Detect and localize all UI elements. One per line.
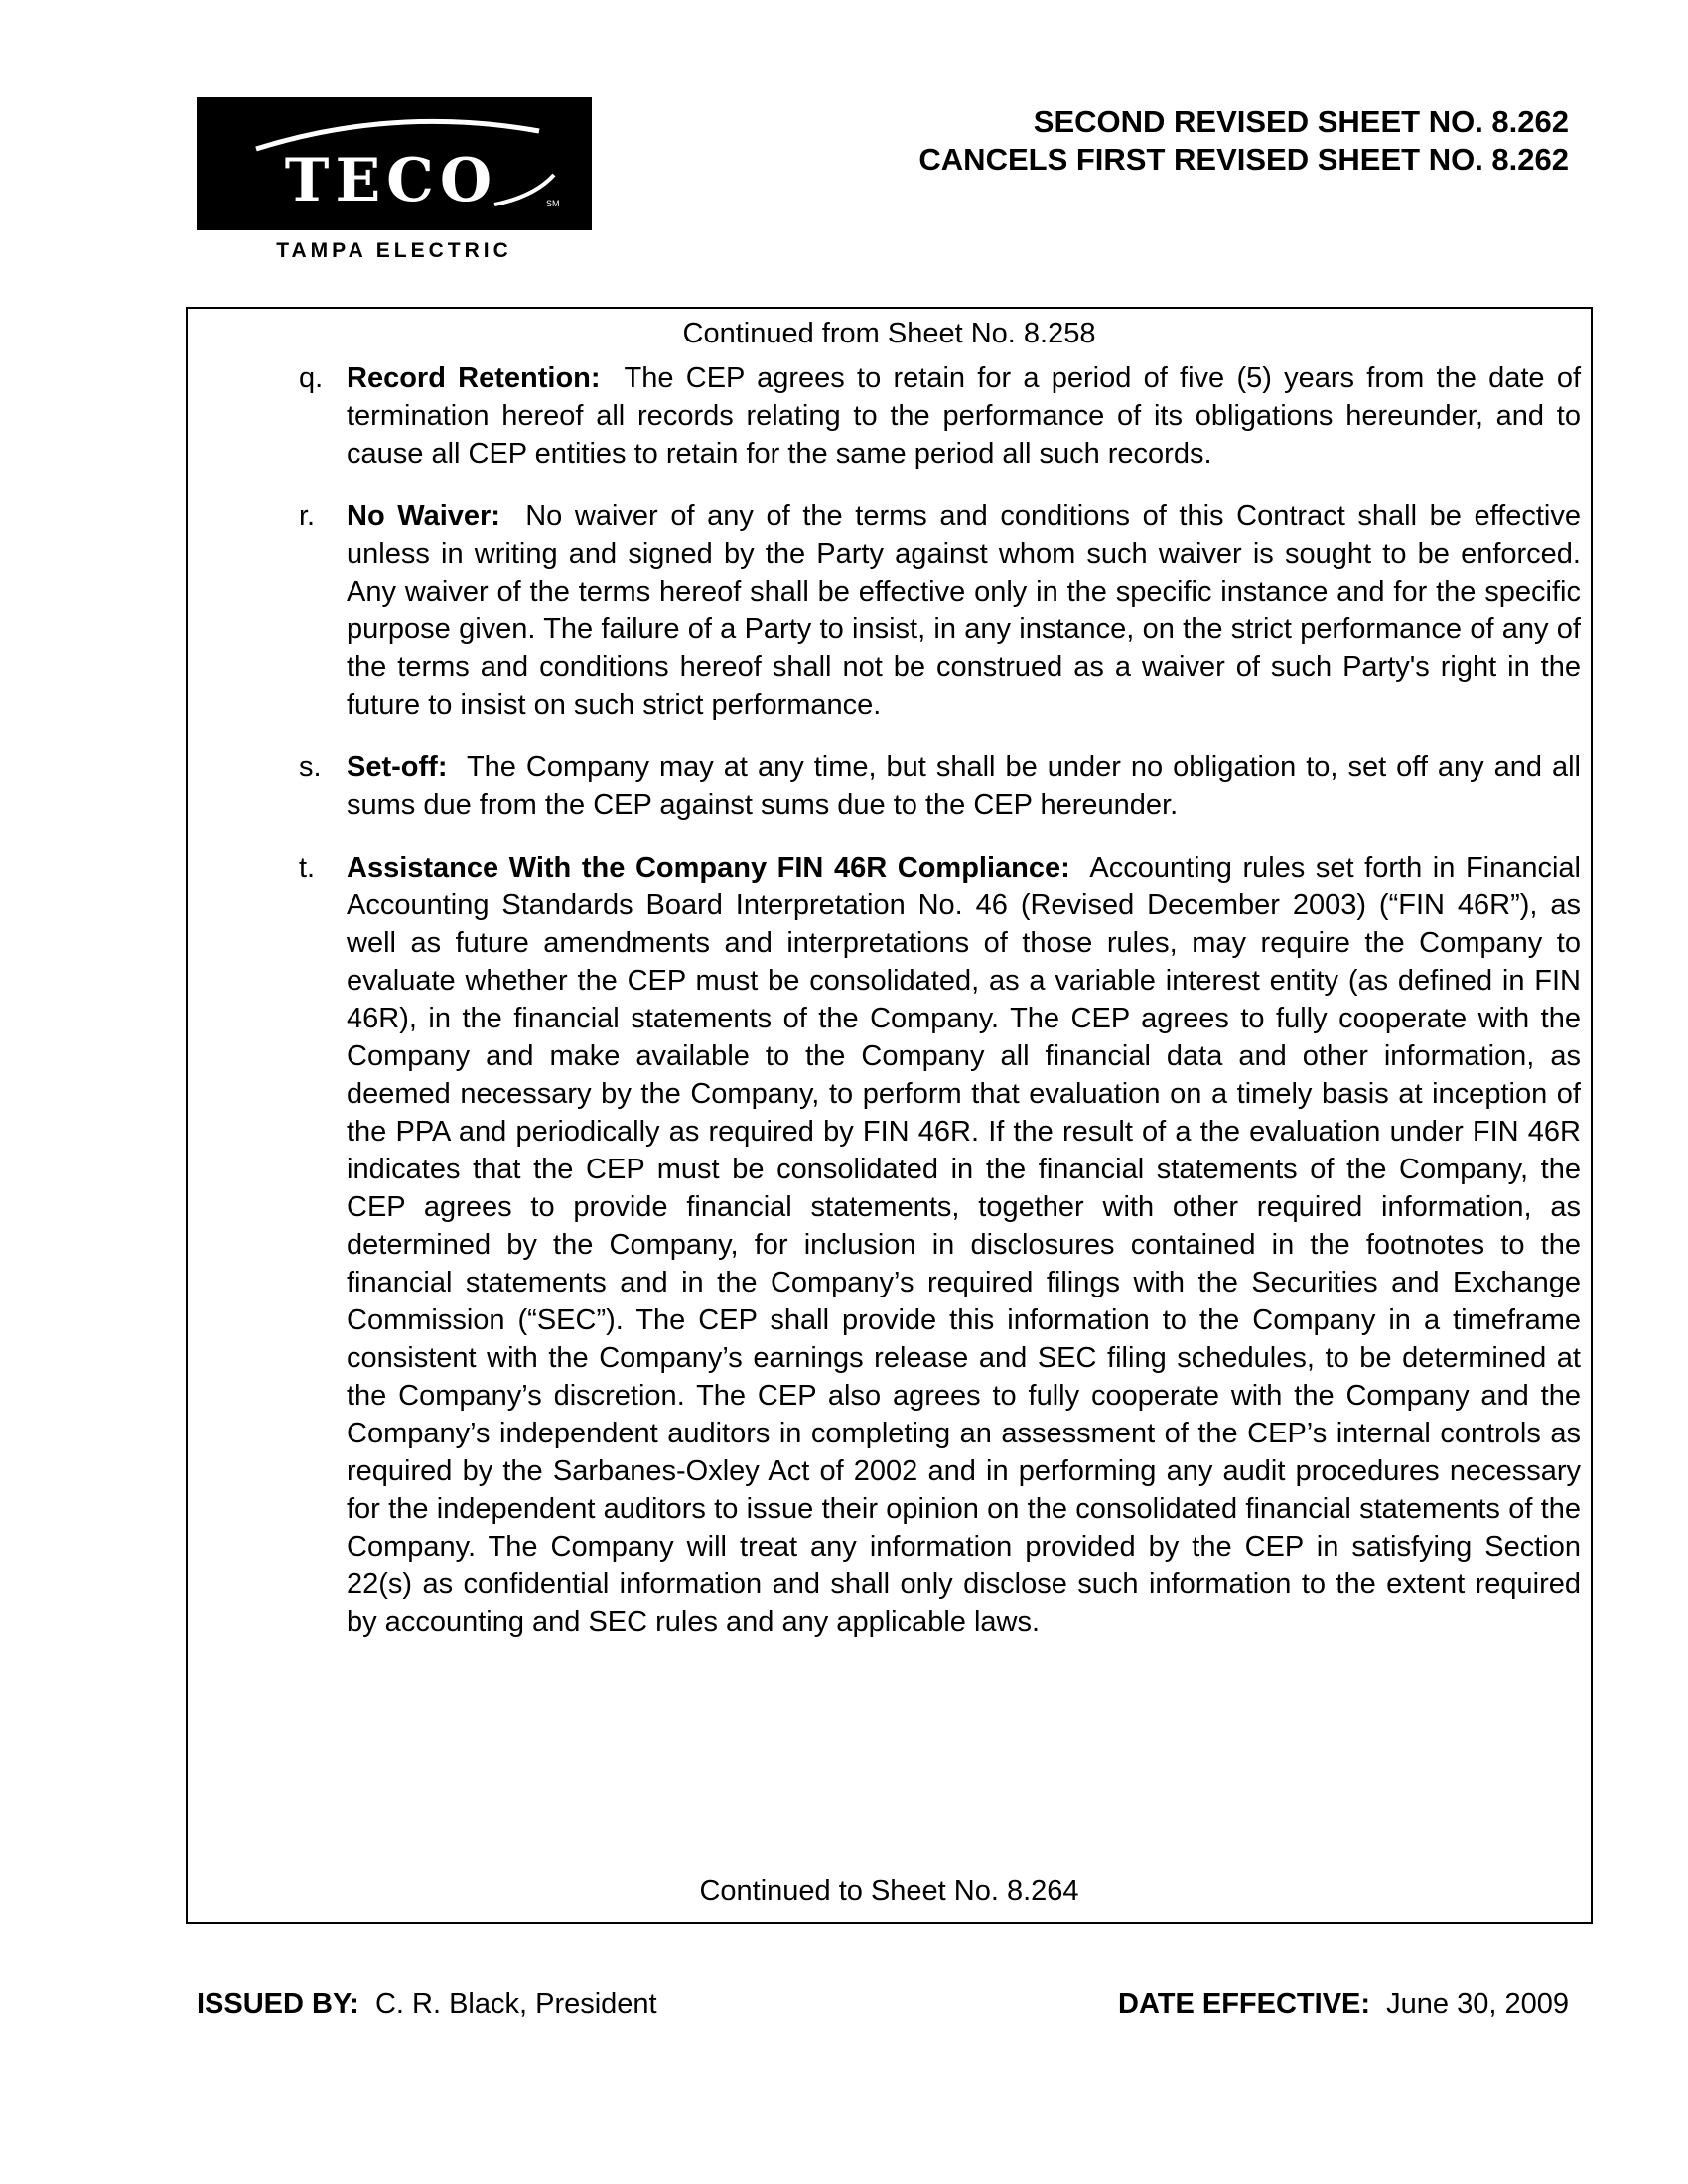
company-logo — [197, 97, 592, 263]
item-text: The CEP agrees to retain for a period of five (5) years from the date of termination hereof all records relating to the performance of its obligations hereunder, and to cause all CEP entities to retain for the same period all such records. — [347, 362, 1582, 470]
logo-badge — [197, 97, 592, 230]
logo-graphic — [197, 97, 592, 230]
service-mark: SM — [546, 199, 560, 208]
item-marker: t. — [299, 852, 316, 884]
logo-subtitle: TAMPA ELECTRIC — [276, 239, 512, 262]
provision-item — [299, 849, 1581, 1641]
cancels-sheet-number: CANCELS FIRST REVISED SHEET NO. 8.262 — [918, 142, 1569, 177]
provision-item — [299, 359, 1582, 473]
item-text: The Company may at any time, but shall be under no obligation to, set off any and all sums due from the CEP against sums due to the CEP hereunder. — [347, 751, 1581, 821]
item-marker: q. — [299, 362, 324, 394]
continued-to: Continued to Sheet No. 8.264 — [699, 1875, 1079, 1907]
sheet-number: SECOND REVISED SHEET NO. 8.262 — [1033, 104, 1569, 139]
provision-item — [299, 497, 1581, 724]
item-title: Set-off: — [347, 751, 448, 783]
item-text: Accounting rules set forth in Financial Accounting Standards Board Interpretation No. 46 (Revised December 2003) (“FIN 46R”), as well as future amendments and interpretations of those rules, may require the Company to evaluate whether the CEP must be consolidated, as a variable interest entity (as defined in FIN 46R), in the financial statements of the Company. The CEP agrees to fully cooperate with the Company and make available to the Company all financial data and other information, as deemed necessary by the Company, to perform that evaluation on a timely basis at inception of the PPA and periodically as required by FIN 46R. If the result of a the evaluation under FIN 46R indicates that the CEP must be consolidated in the financial statements of the Company, the CEP agrees to provide financial statements, together with other required information, as determined by the Company, for inclusion in disclosures contained in the footnotes to the financial statements and in the Company’s required filings with the Securities and Exchange Commission (“SEC”). The CEP shall provide this information to the Company in a timeframe consistent with the Company’s earnings release and SEC filing schedules, to be determined at the Company’s discretion. The CEP also agrees to fully cooperate with the Company and the Company’s independent auditors in completing an assessment of the CEP’s internal controls as required by the Sarbanes-Oxley Act of 2002 and in performing any audit procedures necessary for the independent auditors to issue their opinion on the consolidated financial statements of the Company. The Company will treat any information provided by the CEP in satisfying Section 22(s) as confidential information and shall only disclose such information to the extent required by accounting and SEC rules and any applicable laws. — [347, 852, 1581, 1638]
provision-item — [299, 749, 1581, 824]
date-effective-label: DATE EFFECTIVE: — [1118, 1988, 1371, 2020]
item-title: No Waiver: — [347, 500, 500, 532]
item-text: No waiver of any of the terms and conditions of this Contract shall be effective unless in writing and signed by the Party against whom such waiver is sought to be enforced. Any waiver of the terms hereof shall be effective only in the specific instance and for the specific purpose given. The failure of a Party to insist, in any instance, on the strict performance of any of the terms and conditions hereof shall not be construed as a waiver of such Party's right in the future to insist on such strict performance. — [347, 500, 1581, 721]
sheet-header — [918, 103, 1569, 179]
issued-by — [197, 1985, 657, 2023]
date-effective-value: June 30, 2009 — [1386, 1988, 1569, 2020]
item-marker: s. — [299, 751, 322, 783]
item-title: Assistance With the Company FIN 46R Compliance: — [347, 852, 1070, 884]
issued-by-label: ISSUED BY: — [197, 1988, 359, 2020]
item-title: Record Retention: — [347, 362, 601, 394]
continued-from: Continued from Sheet No. 8.258 — [682, 318, 1096, 349]
date-effective — [1118, 1985, 1569, 2023]
logo-wordmark: TECO — [284, 146, 498, 215]
issued-by-value: C. R. Black, President — [374, 1988, 657, 2020]
item-marker: r. — [299, 500, 316, 532]
tariff-content-frame — [186, 307, 1593, 1924]
provision-list — [188, 359, 1591, 1641]
